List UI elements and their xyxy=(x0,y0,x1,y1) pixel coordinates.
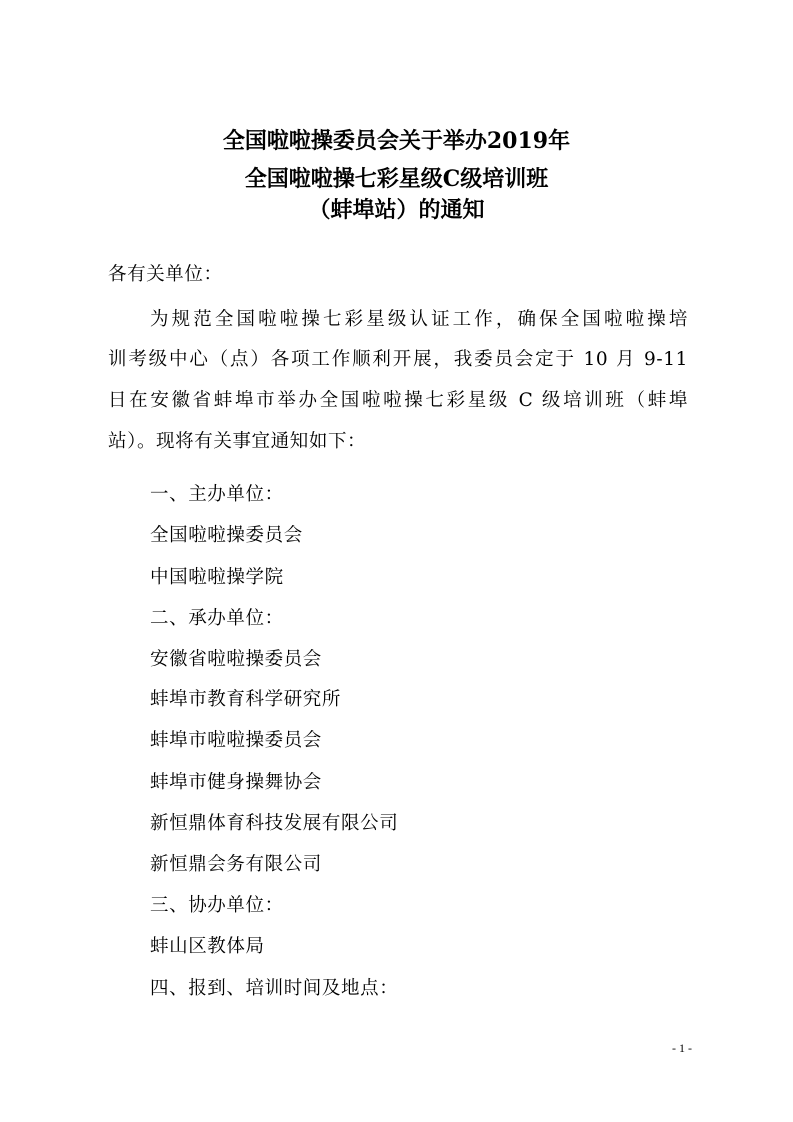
document-title-line-1: 全国啦啦操委员会关于举办2019年 xyxy=(222,128,571,154)
intro-line-4: 站）。现将有关事宜通知如下： xyxy=(108,431,367,452)
organizer-item: 全国啦啦操委员会 xyxy=(150,525,303,546)
document-title-line-3: （蚌埠站）的通知 xyxy=(308,197,485,223)
section-registration-heading: 四、报到、培训时间及地点： xyxy=(150,978,399,999)
section-organizer-heading: 一、主办单位： xyxy=(150,484,284,505)
host-item: 安徽省啦啦操委员会 xyxy=(150,649,322,670)
host-item: 蚌埠市教育科学研究所 xyxy=(150,689,342,710)
host-item: 新恒鼎体育科技发展有限公司 xyxy=(150,813,399,834)
intro-line-1: 为规范全国啦啦操七彩星级认证工作，确保全国啦啦操培 xyxy=(150,309,688,330)
section-host-heading: 二、承办单位： xyxy=(150,608,284,629)
intro-line-2: 训考级中心（点）各项工作顺利开展，我委员会定于 10 月 9-11 xyxy=(108,349,688,370)
co-organizer-item: 蚌山区教体局 xyxy=(150,936,265,957)
organizer-item: 中国啦啦操学院 xyxy=(150,567,284,588)
host-item: 蚌埠市啦啦操委员会 xyxy=(150,730,322,751)
host-item: 蚌埠市健身操舞协会 xyxy=(150,772,322,793)
section-co-organizer-heading: 三、协办单位： xyxy=(150,895,284,916)
page-number: - 1 - xyxy=(672,1041,692,1055)
host-item: 新恒鼎会务有限公司 xyxy=(150,854,322,875)
salutation: 各有关单位： xyxy=(108,264,223,285)
document-title-line-2: 全国啦啦操七彩星级C级培训班 xyxy=(244,166,549,192)
intro-line-3: 日在安徽省蚌埠市举办全国啦啦操七彩星级 C 级培训班（蚌埠 xyxy=(108,390,688,411)
